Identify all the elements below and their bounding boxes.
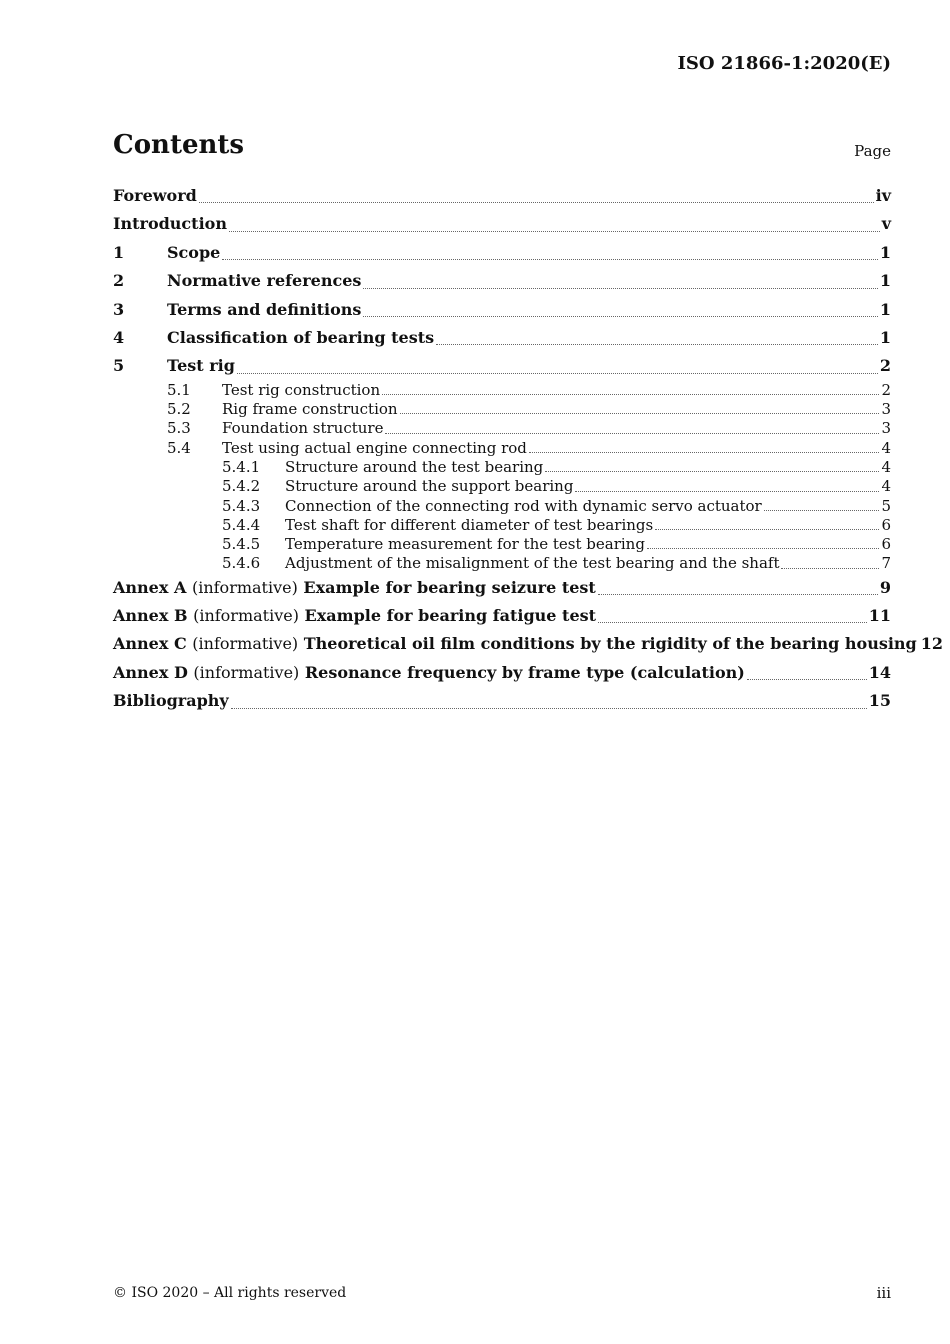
toc-title <box>113 630 917 658</box>
toc-page: 4 <box>881 477 891 496</box>
dot-leader <box>231 707 867 709</box>
toc-entry-5-2[interactable] <box>113 400 891 419</box>
toc-page: 6 <box>881 515 891 534</box>
dot-leader <box>237 372 878 374</box>
toc-page: 1 <box>879 299 891 319</box>
toc-title: Classification of bearing tests <box>167 327 435 347</box>
toc-page: 6 <box>881 535 891 554</box>
toc-number: 5.4.1 <box>222 457 261 476</box>
document-identifier: ISO 21866-1:2020(E) <box>677 53 891 74</box>
toc-number: 5.4.4 <box>222 515 261 534</box>
toc-title: Normative references <box>167 271 362 291</box>
dot-leader <box>655 528 879 530</box>
dot-leader <box>529 451 880 453</box>
annex-informative: (informative) <box>193 662 300 682</box>
annex-informative: (informative) <box>193 606 299 626</box>
dot-leader <box>747 678 867 680</box>
dot-leader <box>598 593 878 595</box>
toc-page: iv <box>875 186 891 205</box>
dot-leader <box>363 287 877 289</box>
toc-number: 5.4 <box>167 438 191 457</box>
toc-title: Rig frame construction <box>222 400 398 419</box>
toc-page: 7 <box>881 554 891 573</box>
toc-number: 5.4.5 <box>222 535 261 554</box>
dot-leader <box>400 412 880 414</box>
toc-number: 1 <box>113 242 125 262</box>
toc-entry-5-3[interactable] <box>113 419 891 438</box>
toc-page: 14 <box>868 662 891 682</box>
annex-title: Example for bearing seizure test <box>303 577 596 597</box>
toc-number: 3 <box>113 299 125 319</box>
dot-leader <box>764 509 880 511</box>
toc-entry-terms-definitions[interactable] <box>113 296 891 324</box>
toc-number: 5.4.2 <box>222 477 261 496</box>
toc-entry-annex-b[interactable] <box>113 602 891 630</box>
dot-leader <box>199 201 874 203</box>
toc-entry-normative-references[interactable] <box>113 267 891 295</box>
annex-label: Annex A <box>113 577 187 597</box>
toc-page: 5 <box>881 496 891 515</box>
page-column-label: Page <box>854 142 891 160</box>
toc-title: Introduction <box>113 214 227 234</box>
toc-page: 11 <box>868 606 891 626</box>
toc-page: 4 <box>881 457 891 476</box>
toc-title: Adjustment of the misalignment of the test bearing and the shaft <box>285 554 780 573</box>
dot-leader <box>229 230 880 232</box>
toc-page: v <box>881 214 891 234</box>
toc-entry-annex-c[interactable] <box>113 630 943 658</box>
toc-number: 5.2 <box>167 400 191 419</box>
annex-title: Theoretical oil film conditions by the rigidity of the bearing housing <box>303 634 917 654</box>
toc-number: 2 <box>113 271 125 291</box>
annex-title: Resonance frequency by frame type (calculation) <box>304 662 745 682</box>
toc-page: 3 <box>881 400 891 419</box>
toc-number: 4 <box>113 327 125 347</box>
toc-page: 1 <box>879 242 891 262</box>
toc-page: 15 <box>868 691 891 711</box>
toc-number: 5.1 <box>167 380 191 399</box>
toc-number: 5.3 <box>167 419 191 438</box>
annex-informative: (informative) <box>192 634 299 654</box>
toc-title: Scope <box>167 242 221 262</box>
toc-page: 2 <box>881 380 891 399</box>
dot-leader <box>436 343 878 345</box>
toc-page: 4 <box>881 438 891 457</box>
annex-label: Annex B <box>113 606 188 626</box>
toc-entry-5-4-4[interactable] <box>113 516 891 535</box>
toc-title: Test using actual engine connecting rod <box>222 438 527 457</box>
toc-entry-annex-d[interactable] <box>113 659 891 687</box>
dot-leader <box>385 432 879 434</box>
toc-entry-5-4[interactable] <box>113 439 891 458</box>
toc-title: Terms and definitions <box>167 299 362 319</box>
dot-leader <box>781 567 879 569</box>
toc-entry-5-4-1[interactable] <box>113 458 891 477</box>
dot-leader <box>545 470 879 472</box>
toc-title <box>113 659 745 687</box>
toc-title: Foreword <box>113 186 197 205</box>
annex-label: Annex D <box>113 662 188 682</box>
contents-heading: Contents <box>113 130 245 160</box>
toc-entry-foreword[interactable] <box>113 182 891 210</box>
dot-leader <box>382 393 879 395</box>
toc-number: 5 <box>113 356 125 376</box>
table-of-contents <box>113 182 943 716</box>
toc-title: Foundation structure <box>222 419 384 438</box>
toc-page: 1 <box>879 327 891 347</box>
toc-title: Bibliography <box>113 691 229 711</box>
annex-title: Example for bearing fatigue test <box>304 606 597 626</box>
toc-entry-5-4-3[interactable] <box>113 497 891 516</box>
toc-title: Test shaft for different diameter of test bearings <box>285 515 654 534</box>
toc-entry-introduction[interactable] <box>113 210 891 238</box>
toc-entry-classification[interactable] <box>113 324 891 352</box>
toc-title <box>113 574 596 602</box>
toc-page: 1 <box>879 271 891 291</box>
toc-title: Structure around the test bearing <box>285 457 544 476</box>
toc-page: 3 <box>881 419 891 438</box>
toc-entry-scope[interactable] <box>113 239 891 267</box>
toc-entry-5-4-6[interactable] <box>113 554 891 573</box>
toc-entry-5-1[interactable] <box>113 381 891 400</box>
toc-number: 5.4.6 <box>222 554 261 573</box>
annex-informative: (informative) <box>191 577 298 597</box>
toc-title: Connection of the connecting rod with dynamic servo actuator <box>285 496 762 515</box>
toc-page: 12 <box>920 634 943 654</box>
toc-title: Temperature measurement for the test bearing <box>285 535 645 554</box>
toc-page: 9 <box>879 577 891 597</box>
dot-leader <box>575 490 879 492</box>
toc-title: Structure around the support bearing <box>285 477 574 496</box>
dot-leader <box>598 621 867 623</box>
toc-entry-5-4-5[interactable] <box>113 535 891 554</box>
toc-title: Test rig construction <box>222 380 381 399</box>
toc-title <box>113 602 596 630</box>
annex-label: Annex C <box>113 634 187 654</box>
dot-leader <box>363 315 877 317</box>
toc-entry-5-4-2[interactable] <box>113 477 891 496</box>
toc-page: 2 <box>879 356 891 376</box>
toc-entry-bibliography[interactable] <box>113 687 891 715</box>
footer-page-number: iii <box>876 1284 891 1302</box>
toc-entry-test-rig[interactable] <box>113 352 891 380</box>
toc-entry-annex-a[interactable] <box>113 574 891 602</box>
toc-title: Test rig <box>167 356 235 376</box>
footer-copyright: © ISO 2020 – All rights reserved <box>113 1285 347 1301</box>
toc-number: 5.4.3 <box>222 496 261 515</box>
dot-leader <box>647 547 880 549</box>
dot-leader <box>222 258 878 260</box>
